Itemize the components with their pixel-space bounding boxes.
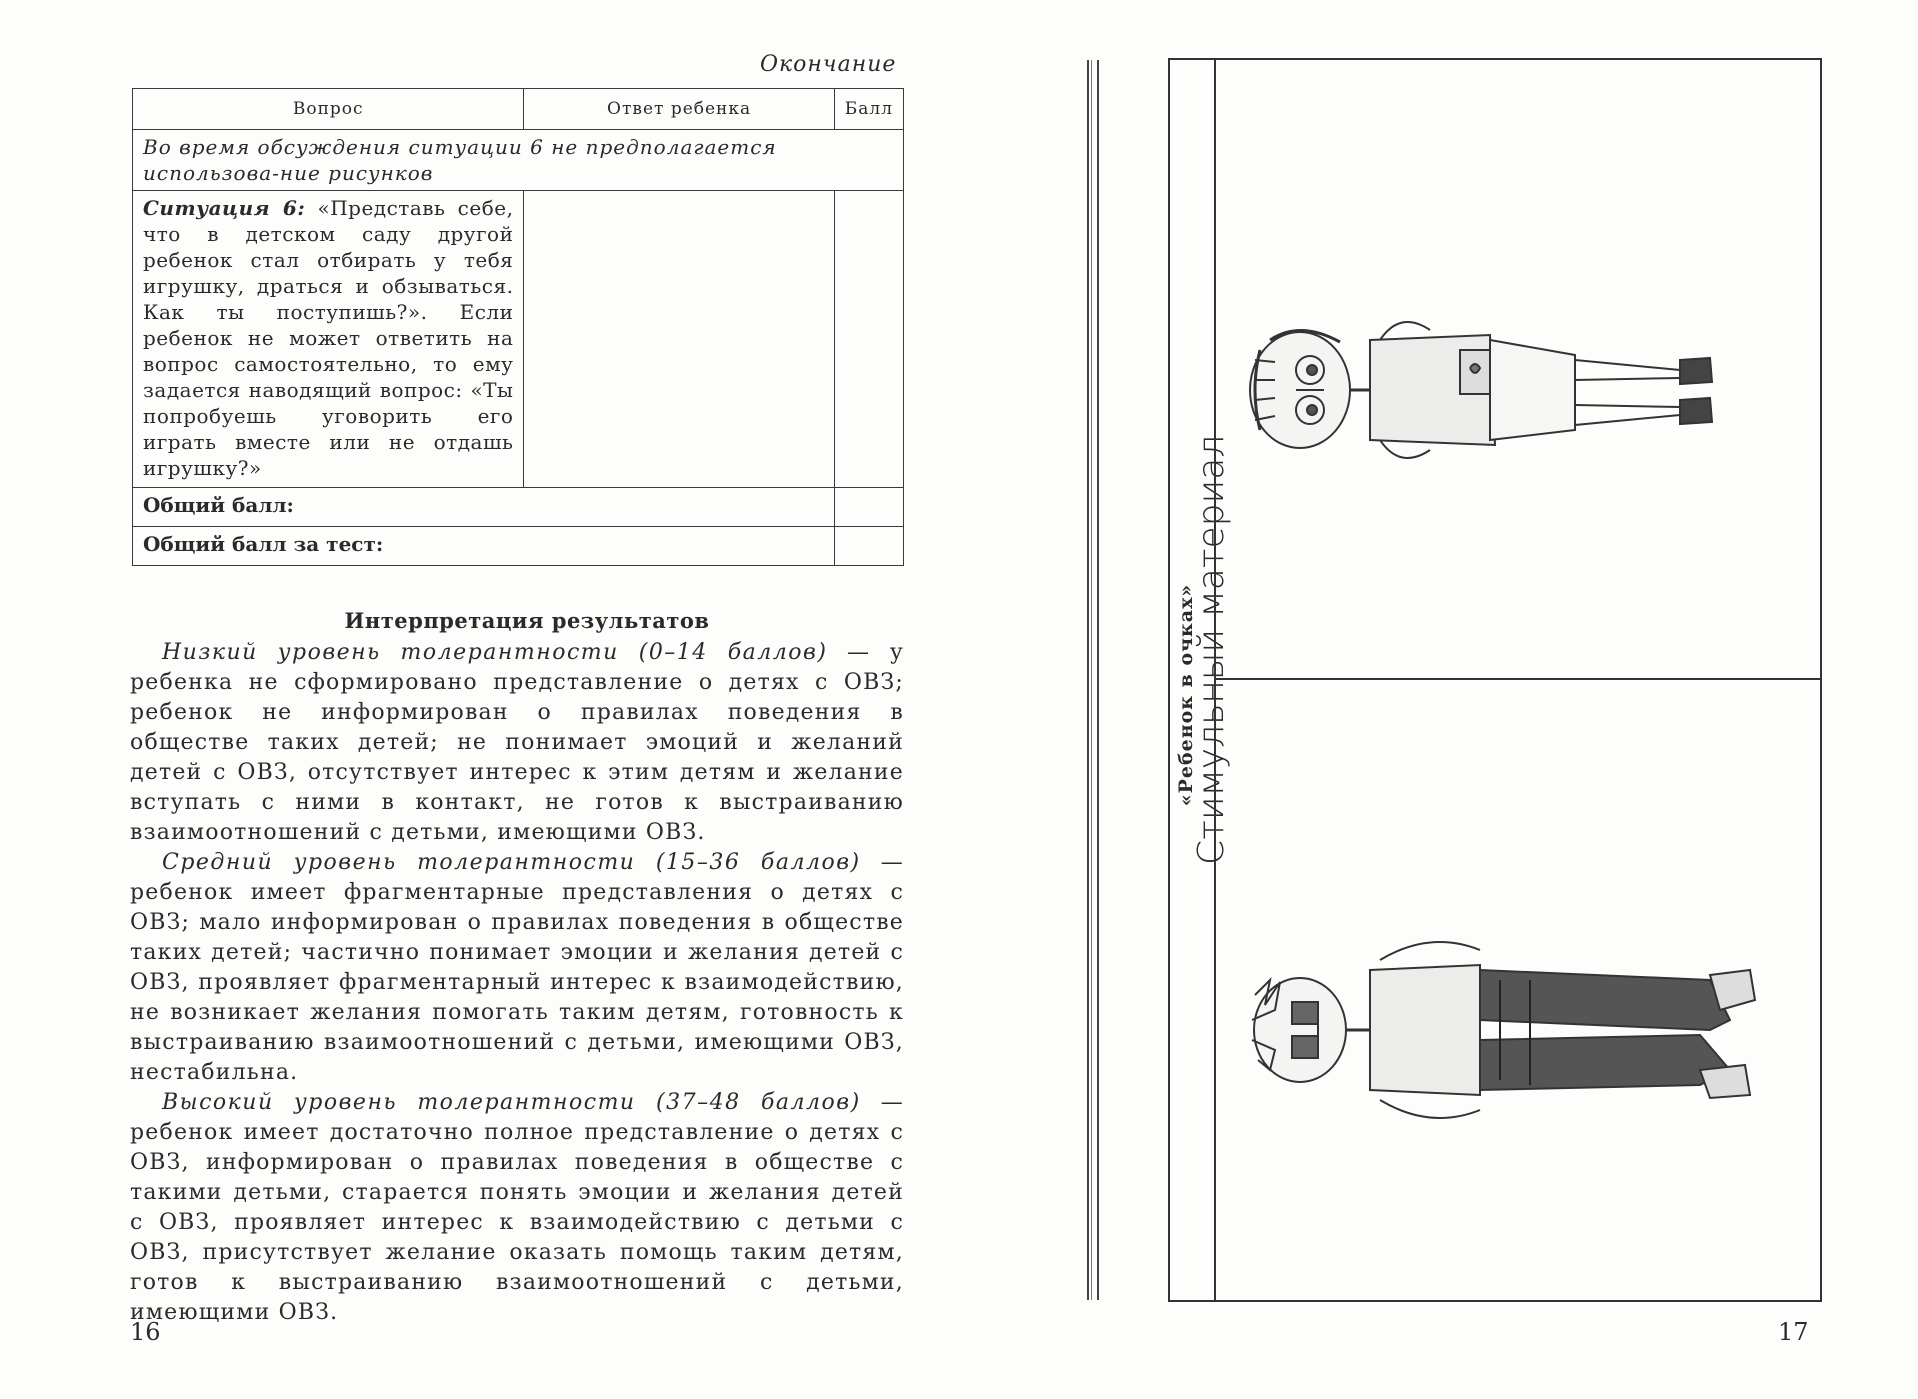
header-score: Балл xyxy=(834,89,903,130)
continuation-label: Окончание xyxy=(760,52,897,77)
table-header-row xyxy=(133,89,904,130)
section-title: Стимульный материал xyxy=(1191,434,1232,865)
score-cell xyxy=(834,191,903,488)
low-level-text: — у ребенка не сформировано представление о детях с ОВЗ; ребенок не информирован о правилах поведения в обществе таких детей; не понимает эмоций и желаний детей с ОВЗ, отсутствует интерес к этим детям и желание вступать с ними в контакт, не готов к выстраиванию взаимоотношений с детьми, имеющими ОВЗ. xyxy=(130,640,904,845)
low-level-paragraph xyxy=(130,638,904,848)
boy-with-glasses-illustration xyxy=(1230,920,1790,1140)
girl-with-glasses-illustration xyxy=(1230,280,1790,500)
total-row xyxy=(133,488,904,527)
header-answer: Ответ ребенка xyxy=(524,89,834,130)
high-level-label: Высокий уровень толерантности (37–48 баллов) xyxy=(162,1090,861,1115)
total-label: Общий балл: xyxy=(133,488,835,527)
table-note-row xyxy=(133,130,904,191)
interpretation-section xyxy=(130,606,904,1328)
high-level-text: — ребенок имеет достаточно полное представление о детях с ОВЗ, информирован о правилах поведения в обществе с такими детьми, старается понять эмоции и желания детей с ОВЗ, проявляет интерес к взаимодействию с детьми с ОВЗ, присутствует желание оказать помощь таким детям, готов к выстраиванию взаимоотношений с детьми, имеющими ОВЗ. xyxy=(130,1090,904,1325)
mid-level-label: Средний уровень толерантности (15–36 баллов) xyxy=(162,850,861,875)
total-test-score-cell xyxy=(834,527,903,566)
mid-level-paragraph xyxy=(130,848,904,1088)
total-score-cell xyxy=(834,488,903,527)
mid-level-text: — ребенок имеет фрагментарные представления о детях с ОВЗ; мало информирован о правилах поведения в обществе таких детей; частично понимает эмоции и желания детей с ОВЗ, проявляет фрагментарный интерес к взаимодействию, не возникает желания помогать таким детям, готовность к выстраиванию взаимоотношений с детьми, имеющими ОВЗ, нестабильна. xyxy=(130,850,904,1085)
stimulus-card xyxy=(1168,58,1822,1302)
situation-text: «Представь себе, что в детском саду другой ребенок стал отбирать у тебя игрушку, драться и обзываться. Как ты поступишь?». Если ребенок не может ответить на вопрос самостоятельно, то ему задается наводящий вопрос: «Ты попробуешь уговорить его играть вместе или не отдашь игрушку?» xyxy=(143,196,514,480)
high-level-paragraph xyxy=(130,1088,904,1328)
situation-label: Ситуация 6: xyxy=(143,196,306,220)
total-test-row xyxy=(133,527,904,566)
question-table xyxy=(132,88,904,566)
total-test-label: Общий балл за тест: xyxy=(133,527,835,566)
card-label-strip xyxy=(1170,60,1216,1300)
table-row xyxy=(133,191,904,488)
answer-cell xyxy=(524,191,834,488)
card-label: «Ребенок в очках» xyxy=(1175,583,1197,807)
interpretation-title: Интерпретация результатов xyxy=(344,608,710,633)
situation-cell xyxy=(133,191,524,488)
page-number-left: 16 xyxy=(130,1318,161,1346)
page-number-right: 17 xyxy=(1778,1318,1809,1346)
header-question: Вопрос xyxy=(133,89,524,130)
low-level-label: Низкий уровень толерантности (0–14 баллов) xyxy=(162,640,828,665)
card-divider xyxy=(1214,678,1820,680)
table-note: Во время обсуждения ситуации 6 не предполагается использова-ние рисунков xyxy=(133,130,904,191)
